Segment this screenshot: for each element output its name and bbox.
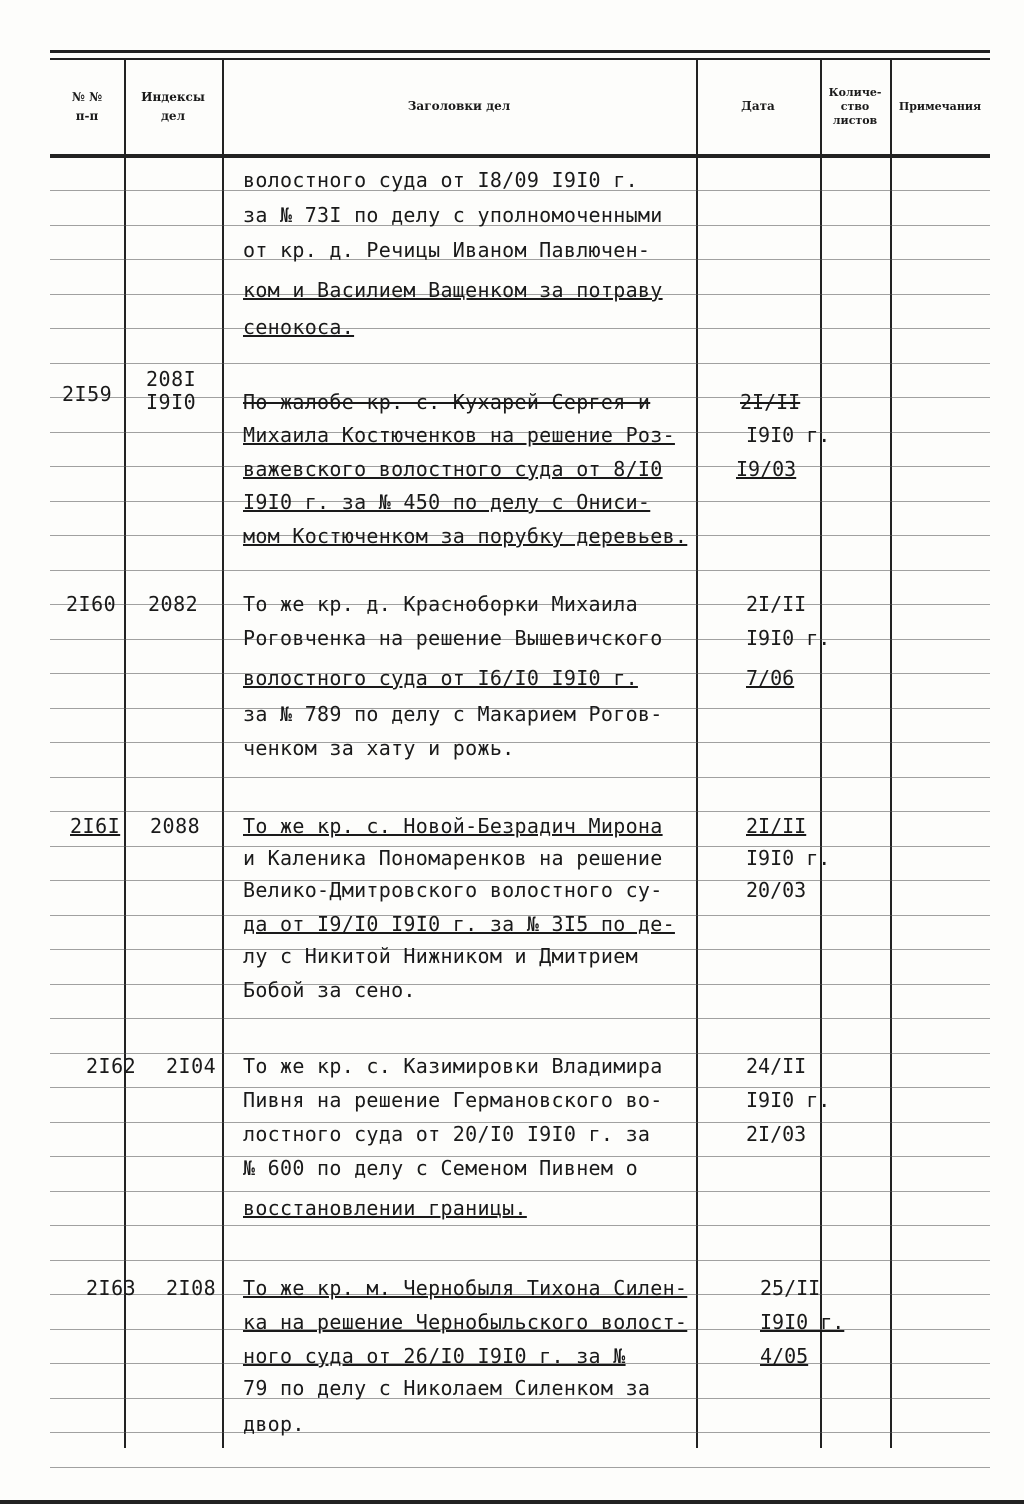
entry-line: Михаила Костюченков на решение Роз-	[243, 423, 675, 447]
entry-date: I9/03	[736, 457, 797, 481]
ruled-line	[50, 363, 990, 364]
entry-number: 2I60	[66, 592, 117, 616]
entry-number: 2I63	[86, 1276, 137, 1300]
ruled-line	[50, 1018, 990, 1019]
column-divider	[124, 58, 126, 1448]
entry-line: важевского волостного суда от 8/I0	[243, 457, 663, 481]
entry-index: 2I04	[166, 1054, 217, 1078]
entry-number: 2I62	[86, 1054, 137, 1078]
ruled-line	[50, 811, 990, 812]
entry-date: 2I/03	[746, 1122, 807, 1146]
ruled-line	[50, 777, 990, 778]
entry-line: 79 по делу с Николаем Силенком за	[243, 1376, 651, 1400]
entry-date: I9I0 г.	[746, 423, 831, 447]
entry-line: и Каленика Пономаренков на решение	[243, 846, 663, 870]
entry-date: I9I0 г.	[746, 1088, 831, 1112]
header-date: Дата	[741, 99, 775, 114]
entry-line: за № 789 по делу с Макарием Рогов-	[243, 702, 663, 726]
column-divider	[222, 58, 224, 1448]
entry-line: ного суда от 26/I0 I9I0 г. за №	[243, 1344, 626, 1368]
continuation-line: волостного суда от I8/09 I9I0 г.	[243, 168, 638, 192]
entry-line: То же кр. д. Красноборки Михаила	[243, 592, 638, 616]
ruled-line	[50, 742, 990, 743]
ruled-line	[50, 1467, 990, 1468]
entry-line: По жалобе кр. с. Кухарей Сергея и	[243, 390, 651, 414]
ruled-line	[50, 984, 990, 985]
entry-date: 25/II	[760, 1276, 821, 1300]
header-number: № № п-п	[71, 89, 103, 123]
entry-date: 20/03	[746, 878, 807, 902]
entry-date: 7/06	[746, 666, 795, 690]
ruled-line	[50, 570, 990, 571]
table-header	[50, 58, 990, 158]
header-sheets: Количе- ство листов	[828, 85, 882, 128]
continuation-line: за № 73I по делу с уполномоченными	[243, 203, 663, 227]
entry-date: 2I/II	[746, 814, 807, 838]
entry-number: 2I6I	[70, 814, 121, 838]
ruled-line	[50, 328, 990, 329]
entry-line: ка на решение Чернобыльского волост-	[243, 1310, 688, 1334]
column-divider	[890, 58, 892, 1448]
entry-line: То же кр. с. Новой-Безрадич Мирона	[243, 814, 663, 838]
entry-line: да от I9/I0 I9I0 г. за № 3I5 по де-	[243, 912, 675, 936]
entry-index: 2I08	[166, 1276, 217, 1300]
entry-date: 4/05	[760, 1344, 809, 1368]
column-divider	[820, 58, 822, 1448]
entry-date: 2I/II	[740, 390, 801, 414]
entry-index: 2082	[148, 592, 199, 616]
continuation-line: ком и Василием Ващенком за потраву	[243, 278, 663, 302]
ruled-line	[50, 1432, 990, 1433]
bottom-border	[0, 1500, 1024, 1504]
entry-line: То же кр. м. Чернобыля Тихона Силен-	[243, 1276, 688, 1300]
entry-index: 2088	[150, 814, 201, 838]
top-border	[50, 50, 990, 53]
header-index: Индексы дел	[141, 89, 205, 123]
entry-date: I9I0 г.	[760, 1310, 845, 1334]
column-divider	[696, 58, 698, 1448]
entry-line: восстановлении границы.	[243, 1196, 527, 1220]
entry-line: То же кр. с. Казимировки Владимира	[243, 1054, 663, 1078]
entry-number: 2I59	[62, 382, 113, 406]
entry-date: I9I0 г.	[746, 846, 831, 870]
entry-line: Велико-Дмитровского волостного су-	[243, 878, 663, 902]
entry-line: лостного суда от 20/I0 I9I0 г. за	[243, 1122, 651, 1146]
entry-line: № 600 по делу с Семеном Пивнем о	[243, 1156, 638, 1180]
entry-line: Пивня на решение Германовского во-	[243, 1088, 663, 1112]
ruled-line	[50, 1260, 990, 1261]
entry-line: Роговченка на решение Вышевичского	[243, 626, 663, 650]
entry-date: 24/II	[746, 1054, 807, 1078]
entry-line: ченком за хату и рожь.	[243, 736, 515, 760]
entry-date: 2I/II	[746, 592, 807, 616]
entry-line: I9I0 г. за № 450 по делу с Ониси-	[243, 490, 651, 514]
entry-line: волостного суда от I6/I0 I9I0 г.	[243, 666, 638, 690]
continuation-line: от кр. д. Речицы Иваном Павлючен-	[243, 238, 651, 262]
ruled-line	[50, 1191, 990, 1192]
entry-line: лу с Никитой Нижником и Дмитрием	[243, 944, 638, 968]
entry-date: I9I0 г.	[746, 626, 831, 650]
header-titles: Заголовки дел	[407, 99, 511, 114]
entry-index: 208I I9I0	[146, 367, 197, 414]
entry-line: мом Костюченком за порубку деревьев.	[243, 524, 688, 548]
header-notes: Примечания	[898, 100, 982, 114]
entry-line: Бобой за сено.	[243, 978, 416, 1002]
continuation-line: сенокоса.	[243, 315, 355, 339]
ruled-line	[50, 1225, 990, 1226]
entry-line: двор.	[243, 1412, 305, 1436]
